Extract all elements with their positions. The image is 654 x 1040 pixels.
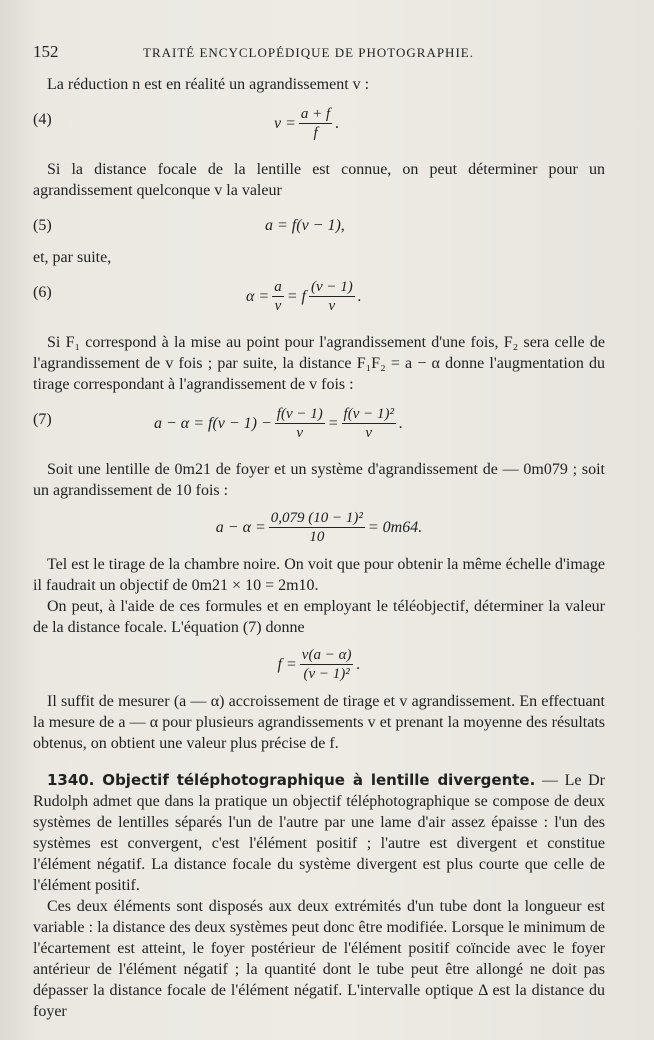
- paragraph: Soit une lentille de 0m21 de foyer et un système d'agrandissement de — 0m079 ; soit un agrandissement de 10 fois :: [33, 461, 605, 499]
- fraction-denominator: v: [296, 425, 304, 441]
- fraction-numerator: a: [274, 279, 282, 295]
- equation-lhs: f =: [277, 656, 297, 673]
- equation-tail: .: [357, 288, 362, 305]
- equation-lhs: v =: [274, 115, 296, 132]
- fraction-numerator: (v − 1): [310, 279, 353, 295]
- page-body: [33, 74, 605, 1022]
- running-title: TRAITÉ ENCYCLOPÉDIQUE DE PHOTOGRAPHIE.: [143, 45, 474, 60]
- equation-label: (4): [33, 111, 52, 128]
- paragraph: Tel est le tirage de la chambre noire. On voit que pour obtenir la même échelle d'image il faudrait un objectif de 0m21 × 10 = 2m10.: [33, 556, 605, 594]
- fraction-numerator: a + f: [300, 106, 331, 122]
- equation-9: [33, 646, 605, 683]
- equation-7: [33, 405, 605, 449]
- section-heading: 1340. Objectif téléphotographique à lentille divergente.: [47, 771, 536, 789]
- equation-tail: .: [356, 656, 361, 673]
- equation-tail: .: [398, 415, 403, 432]
- equation-mid: =: [327, 415, 339, 432]
- paragraph: Si F₁ correspond à la mise au point pour l'agrandissement d'une fois, F₂ sera celle de l'agrandissement de v fois ; par suite, la distance F₁F₂ = a − α donne l'augmentation du tirage correspondant à l'agrandissement de v fois :: [33, 334, 605, 393]
- equation-lhs: α =: [246, 288, 270, 305]
- paragraph: Il suffit de mesurer (a — α) accroissement de tirage et v agrandissement. En effectuant la mesure de a — α pour plusieurs agrandissements v et prenant la moyenne des résultats obtenus, on obtient une valeur plus précise de f.: [33, 693, 605, 752]
- fraction-numerator: f(v − 1): [276, 406, 323, 422]
- equation-5: [33, 211, 605, 237]
- paragraph: Si la distance focale de la lentille est connue, on peut déterminer pour un agrandissement quelconque v la valeur: [33, 161, 605, 199]
- equation-label: (7): [33, 411, 52, 428]
- fraction-numerator: 0,079 (10 − 1)²: [270, 510, 363, 526]
- section-paragraph: [33, 770, 605, 896]
- fraction-denominator: (v − 1)²: [303, 666, 350, 682]
- equation-4: [33, 105, 605, 149]
- fraction-denominator: 10: [309, 529, 325, 545]
- equation-lhs: a − α =: [215, 519, 266, 536]
- equation-label: (6): [33, 284, 52, 301]
- fraction-numerator: v(a − α): [301, 647, 352, 663]
- equation-label: (5): [33, 217, 52, 234]
- paragraph: et, par suite,: [33, 249, 112, 266]
- section-body: — Le Dr Rudolph admet que dans la pratique un objectif téléphotographique se compose de deux systèmes de lentilles séparés l'un de l'autre par une lame d'air assez épaisse : l'un des systèmes est convergent, c'est l'élément positif ; l'autre est divergent et constitue l'élément négatif. La distance focale du système divergent est plus courte que celle de l'élément positif.: [33, 772, 606, 894]
- fraction-denominator: v: [328, 298, 336, 314]
- paragraph: Ces deux éléments sont disposés aux deux extrémités d'un tube dont la longueur est variable : la distance des deux systèmes peut donc être modifiée. Lorsque le minimum de l'écartement est atteint, le foyer postérieur de l'élément positif coïncide avec le foyer antérieur de l'élément négatif ; la quantité dont le tube peut être allongé ne doit pas dépasser la distance focale de l'élément négatif. L'intervalle optique Δ est la distance du foyer: [33, 898, 605, 1020]
- fraction-denominator: v: [365, 425, 373, 441]
- equation-tail: .: [335, 115, 340, 132]
- equation-lhs: a − α = f(v − 1) −: [154, 415, 272, 432]
- fraction-denominator: v: [274, 298, 282, 314]
- equation-6: [33, 278, 605, 322]
- fraction-numerator: f(v − 1)²: [343, 406, 394, 422]
- equation-expression: a = f(v − 1),: [265, 217, 345, 234]
- paragraph: On peut, à l'aide de ces formules et en employant le téléobjectif, déterminer la valeur de la distance focale. L'équation (7) donne: [33, 598, 605, 636]
- equation-rhs: = 0m64.: [367, 519, 423, 536]
- equation-8: [33, 509, 605, 546]
- page-number: 152: [33, 42, 59, 61]
- equation-mid: = f: [286, 288, 306, 305]
- paragraph: La réduction n est en réalité un agrandissement v :: [47, 76, 370, 93]
- fraction-denominator: f: [313, 125, 318, 141]
- page-header: [33, 42, 613, 64]
